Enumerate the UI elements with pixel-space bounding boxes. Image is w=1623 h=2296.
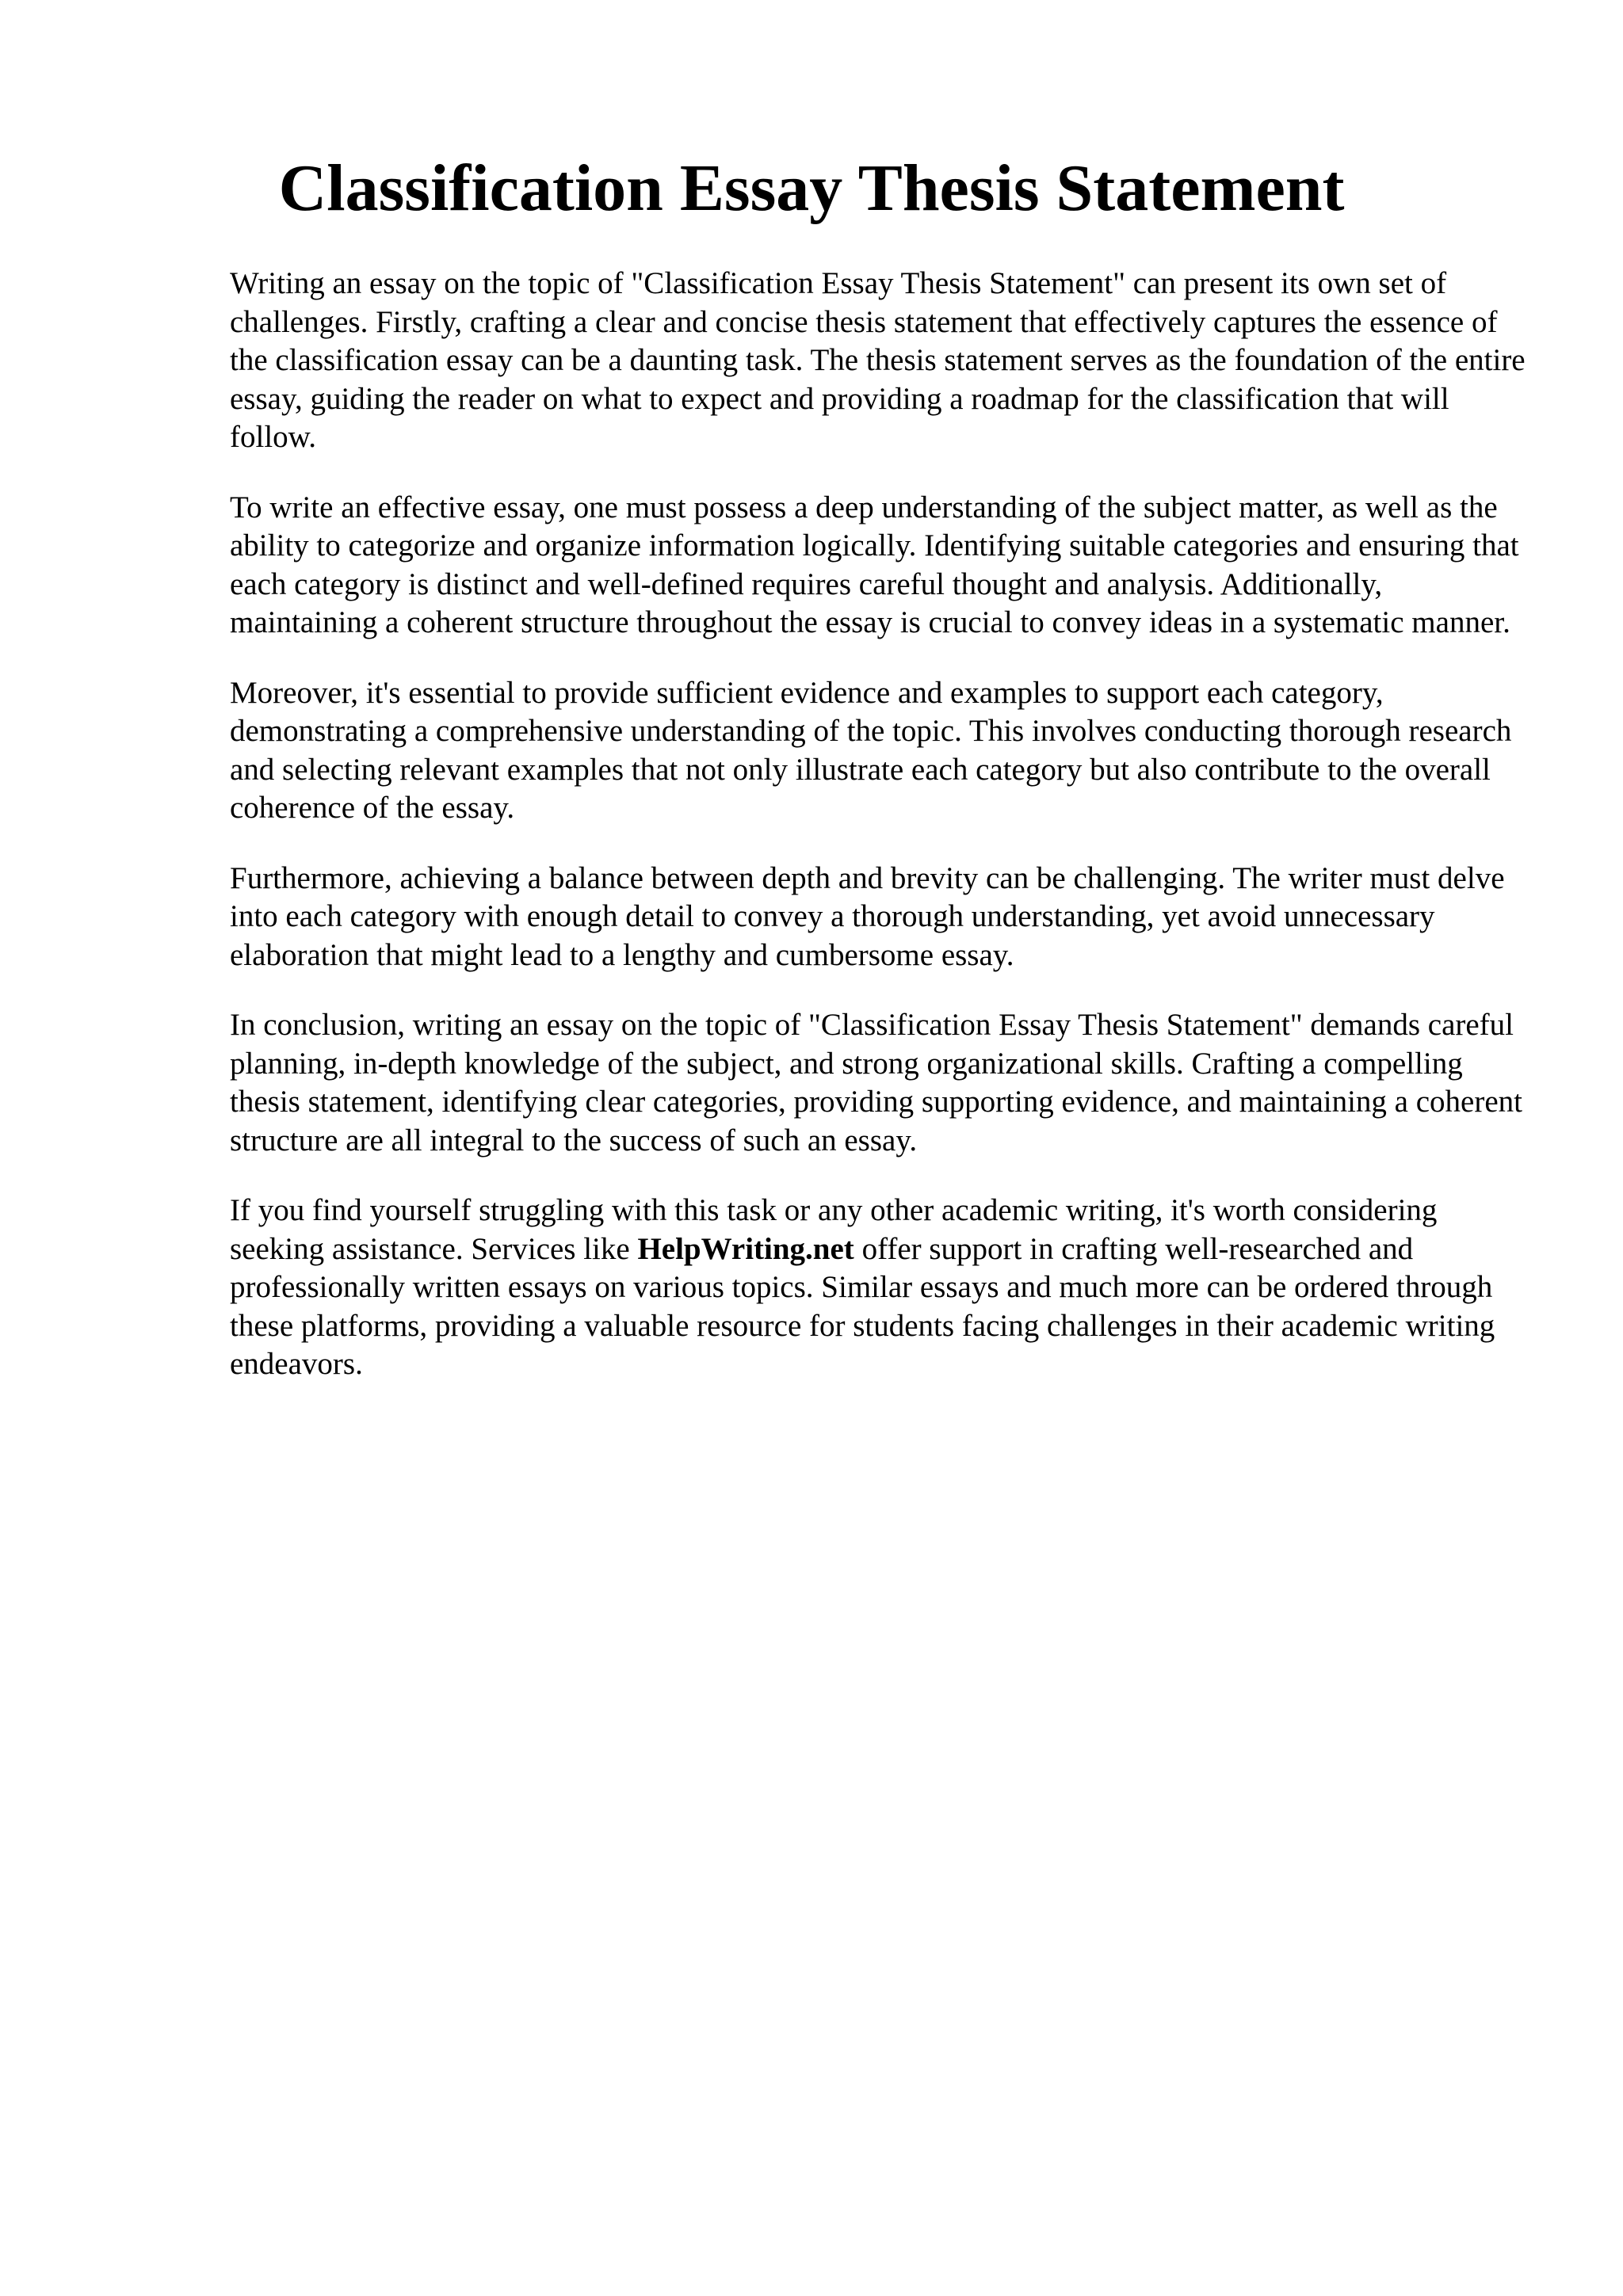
assistance-text-after: offer support in crafting well-researched and professionally written essays on various topics. Similar essays and much more can be ordered through these platforms, providing a valuable resource for students facing challenges in their academic writing endeavors.: [230, 1231, 1495, 1381]
assistance-text-before: If you find yourself struggling with this task or any other academic writing, it's worth considering seeking assistance. Services like: [230, 1193, 1438, 1266]
document-body: [230, 265, 1529, 1416]
paragraph-intro: Writing an essay on the topic of "Classification Essay Thesis Statement" can present its own set of challenges. Firstly, crafting a clear and concise thesis statement that effectively captures the essence of the classification essay can be a daunting task. The thesis statement serves as the foundation of the entire essay, guiding the reader on what to expect and providing a roadmap for the classification that will follow.: [230, 266, 1526, 454]
paragraph-balance: Furthermore, achieving a balance between depth and brevity can be challenging. The writer must delve into each category with enough detail to convey a thorough understanding, yet avoid unnecessary elaboration that might lead to a lengthy and cumbersome essay.: [230, 860, 1505, 972]
paragraph-evidence: Moreover, it's essential to provide sufficient evidence and examples to support each category, demonstrating a comprehensive understanding of the topic. This involves conducting thorough research and selecting relevant examples that not only illustrate each category but also contribute to the overall coherence of the essay.: [230, 675, 1512, 825]
paragraph-conclusion: In conclusion, writing an essay on the topic of "Classification Essay Thesis Statement" demands careful planning, in-depth knowledge of the subject, and strong organizational skills. Crafting a compelling thesis statement, identifying clear categories, providing supporting evidence, and maintaining a coherent structure are all integral to the success of such an essay.: [230, 1008, 1522, 1158]
helpwriting-link[interactable]: HelpWriting.net: [637, 1231, 854, 1266]
document-title: Classification Essay Thesis Statement: [278, 151, 1345, 225]
paragraph-assistance: [230, 1192, 1529, 1384]
paragraph-understanding: To write an effective essay, one must possess a deep understanding of the subject matter, as well as the ability to categorize and organize information logically. Identifying suitable categories and ensuring that each category is distinct and well-defined requires careful thought and analysis. Additionally, maintaining a coherent structure throughout the essay is crucial to convey ideas in a systematic manner.: [230, 490, 1519, 639]
